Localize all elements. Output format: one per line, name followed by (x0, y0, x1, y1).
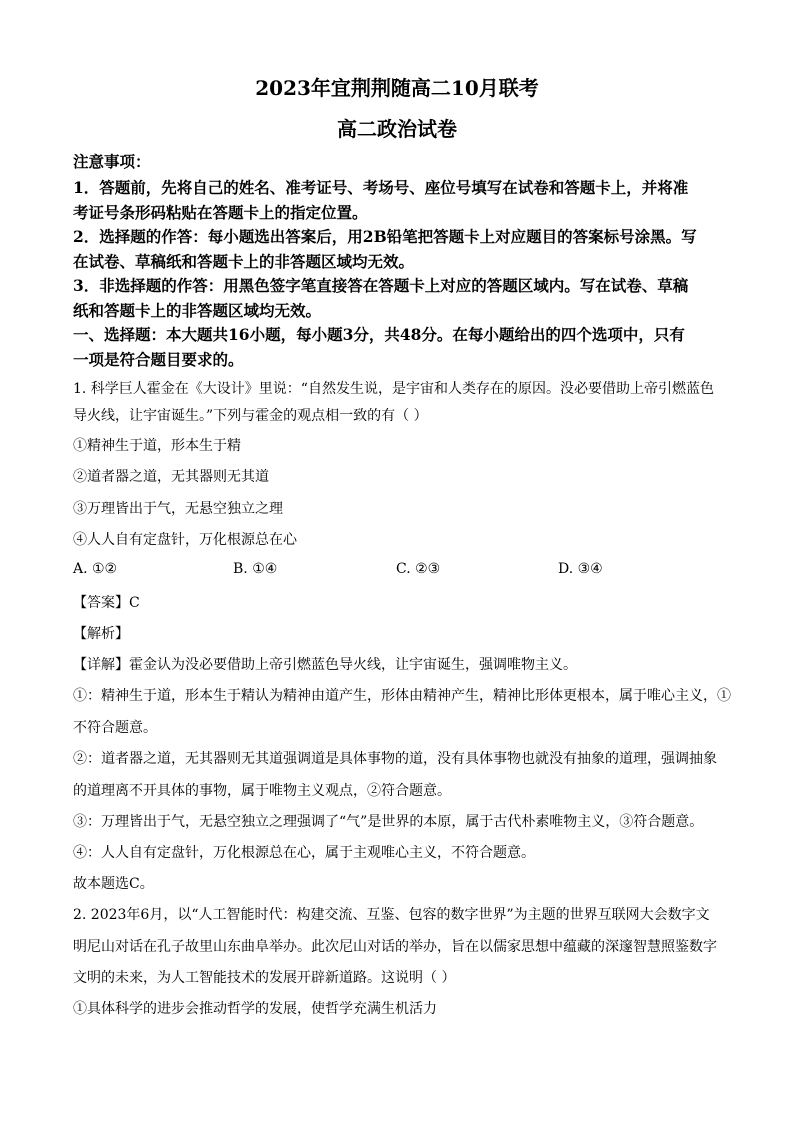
notice-line: 1．答题前，先将自己的姓名、准考证号、考场号、座位号填写在试卷和答题卡上，并将准 (73, 178, 689, 197)
exam-subtitle: 高二政治试卷 (337, 117, 457, 141)
notice-line: 考证号条形码粘贴在答题卡上的指定位置。 (73, 203, 368, 222)
section-heading: 一、选择题：本大题共16小题，每小题3分，共48分。在每小题给出的四个选项中，只有 (73, 325, 685, 344)
q1-detail: 的道理离不开具体的事物，属于唯物主义观点，②符合题意。 (73, 783, 451, 799)
q1-stem: 导火线，让宇宙诞生。”下列与霍金的观点相一致的有（ ） (73, 408, 428, 424)
q2-stem: 2. 2023年6月，以“人工智能时代：构建交流、互鉴、包容的数字世界”为主题的世界互联网大会数字文 (73, 907, 710, 923)
notice-line: 在试卷、草稿纸和答题卡上的非答题区域均无效。 (73, 252, 415, 271)
q1-analysis-heading: 【解析】 (73, 626, 129, 642)
q1-detail: 不符合题意。 (73, 720, 157, 736)
q1-detail: 故本题选C。 (73, 876, 154, 892)
section-heading: 一项是符合题目要求的。 (73, 350, 244, 369)
q1-item: ①精神生于道，形本生于精 (73, 438, 241, 454)
q1-item: ②道者器之道，无其器则无其道 (73, 469, 269, 485)
q1-answer: 【答案】C (73, 595, 140, 611)
notice-line: 3．非选择题的作答：用黑色签字笔直接答在答题卡上对应的答题区域内。写在试卷、草稿 (73, 276, 689, 295)
q1-detail: ③：万理皆出于气，无悬空独立之理强调了“气”是世界的本原，属于古代朴素唯物主义，③符合题意。 (73, 814, 704, 830)
notice-line: 2．选择题的作答：每小题选出答案后，用2B铅笔把答题卡上对应题目的答案标号涂黑。写 (73, 227, 697, 246)
q1-stem: 1. 科学巨人霍金在《大设计》里说：“自然发生说，是宇宙和人类存在的原因。没必要借助上帝引燃蓝色 (73, 381, 714, 397)
q2-stem: 明尼山对话在孔子故里山东曲阜举办。此次尼山对话的举办，旨在以儒家思想中蕴藏的深邃智慧照鉴数字 (73, 939, 717, 955)
exam-title: 2023年宜荆荆随高二10月联考 (255, 76, 539, 100)
q1-option-c: C. ②③ (396, 561, 441, 577)
q1-option-b: B. ①④ (233, 561, 278, 577)
q1-option-a: A. ①② (73, 561, 118, 577)
q1-item: ④人人自有定盘针，万化根源总在心 (73, 532, 297, 548)
notice-heading: 注意事项： (73, 152, 151, 171)
q2-item: ①具体科学的进步会推动哲学的发展，使哲学充满生机活力 (73, 1001, 437, 1017)
q1-detail: ④：人人自有定盘针，万化根源总在心，属于主观唯心主义，不符合题意。 (73, 845, 535, 861)
q1-item: ③万理皆出于气，无悬空独立之理 (73, 501, 283, 517)
q2-stem: 文明的未来，为人工智能技术的发展开辟新道路。这说明（ ） (73, 970, 456, 986)
q1-detail: ①：精神生于道，形本生于精认为精神由道产生，形体由精神产生，精神比形体更根本，属于唯心主义，① (73, 688, 731, 704)
q1-option-d: D. ③④ (558, 561, 603, 577)
notice-line: 纸和答题卡上的非答题区域均无效。 (73, 301, 322, 320)
q1-detail: ②：道者器之道，无其器则无其道强调道是具体事物的道，没有具体事物也就没有抽象的道理，强调抽象 (73, 751, 717, 767)
q1-detail: 【详解】霍金认为没必要借助上帝引燃蓝色导火线，让宇宙诞生，强调唯物主义。 (73, 657, 577, 673)
